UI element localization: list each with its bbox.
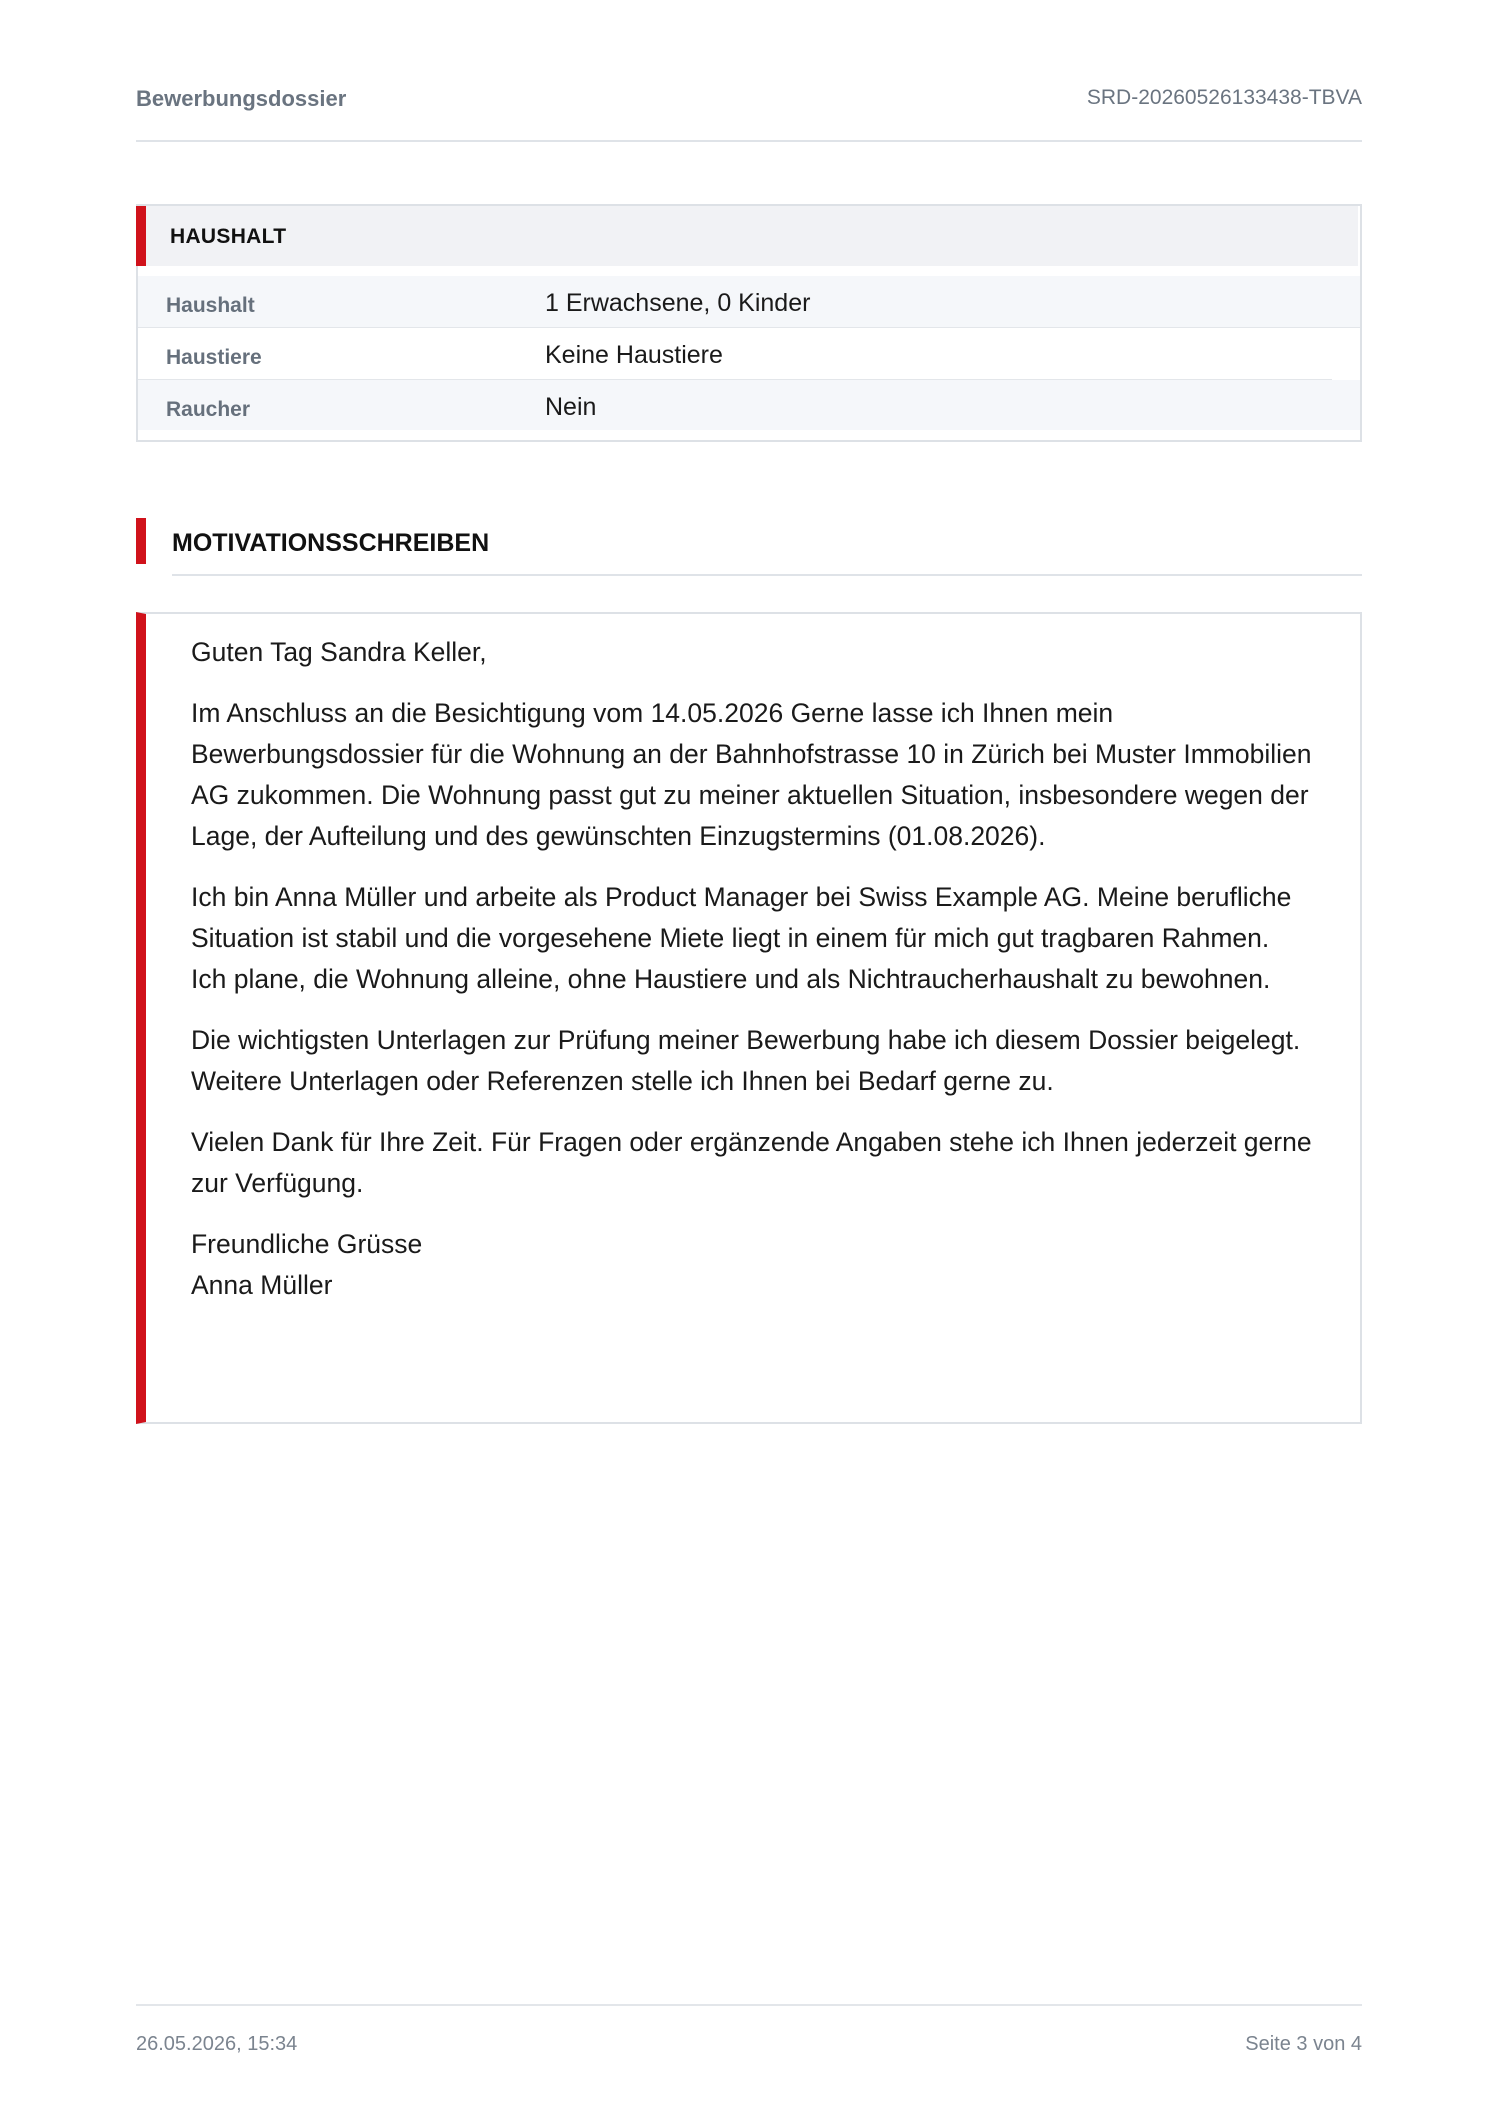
- letter-closing: Freundliche Grüsse: [191, 1229, 423, 1259]
- household-card-header: [136, 206, 1358, 266]
- row-label-pets: Haustiere: [166, 346, 262, 369]
- row-label-household: Haushalt: [166, 294, 255, 317]
- footer-date: 26.05.2026, 15:34: [136, 2033, 298, 2055]
- document-title: Bewerbungsdossier: [136, 86, 347, 111]
- letter-paragraph-2a: Ich bin Anna Müller und arbeite als Product Manager bei Swiss Example AG. Meine berufliche Situation ist stabil und die vorgesehene Miete liegt in einem für mich gut tragbaren Rahmen.: [191, 882, 1292, 953]
- row-value-smoker: Nein: [545, 393, 597, 421]
- page-footer: [136, 2004, 1362, 2064]
- motivation-section-heading: [136, 518, 1362, 574]
- motivation-letter: [136, 612, 1362, 1424]
- household-heading: HAUSHALT: [170, 225, 287, 248]
- household-card: [136, 204, 1362, 442]
- row-value-household: 1 Erwachsene, 0 Kinder: [545, 289, 811, 317]
- section-divider: [172, 574, 1362, 576]
- table-row: [138, 380, 1360, 430]
- row-label-smoker: Raucher: [166, 398, 251, 421]
- table-row: [138, 276, 1360, 328]
- letter-signature: Anna Müller: [191, 1270, 333, 1300]
- page-number: Seite 3 von 4: [1245, 2033, 1362, 2055]
- letter-body: [191, 632, 1341, 1306]
- household-table: [138, 276, 1360, 430]
- letter-greeting: Guten Tag Sandra Keller,: [191, 637, 487, 667]
- table-row: [138, 328, 1332, 380]
- section-accent-bar: [136, 518, 146, 564]
- letter-paragraph-2b: Ich plane, die Wohnung alleine, ohne Haustiere und als Nichtraucherhaushalt zu bewohnen.: [191, 964, 1271, 994]
- letter-paragraph-3: Die wichtigsten Unterlagen zur Prüfung meiner Bewerbung habe ich diesem Dossier beigelegt. Weitere Unterlagen oder Referenzen stelle ich Ihnen bei Bedarf gerne zu.: [191, 1025, 1301, 1096]
- page-header: [136, 84, 1362, 142]
- letter-paragraph-1: Im Anschluss an die Besichtigung vom 14.05.2026 Gerne lasse ich Ihnen mein Bewerbungsdossier für die Wohnung an der Bahnhofstrasse 10 in Zürich bei Muster Immobilien AG zukommen. Die Wohnung passt gut zu meiner aktuellen Situation, insbesondere wegen der Lage, der Aufteilung und des gewünschten Einzugstermins (01.08.2026).: [191, 698, 1312, 851]
- document-reference: SRD-20260526133438-TBVA: [1086, 86, 1362, 109]
- letter-paragraph-4: Vielen Dank für Ihre Zeit. Für Fragen oder ergänzende Angaben stehe ich Ihnen jederzeit gerne zur Verfügung.: [191, 1127, 1312, 1198]
- motivation-heading: MOTIVATIONSSCHREIBEN: [172, 529, 490, 557]
- row-value-pets: Keine Haustiere: [545, 341, 723, 369]
